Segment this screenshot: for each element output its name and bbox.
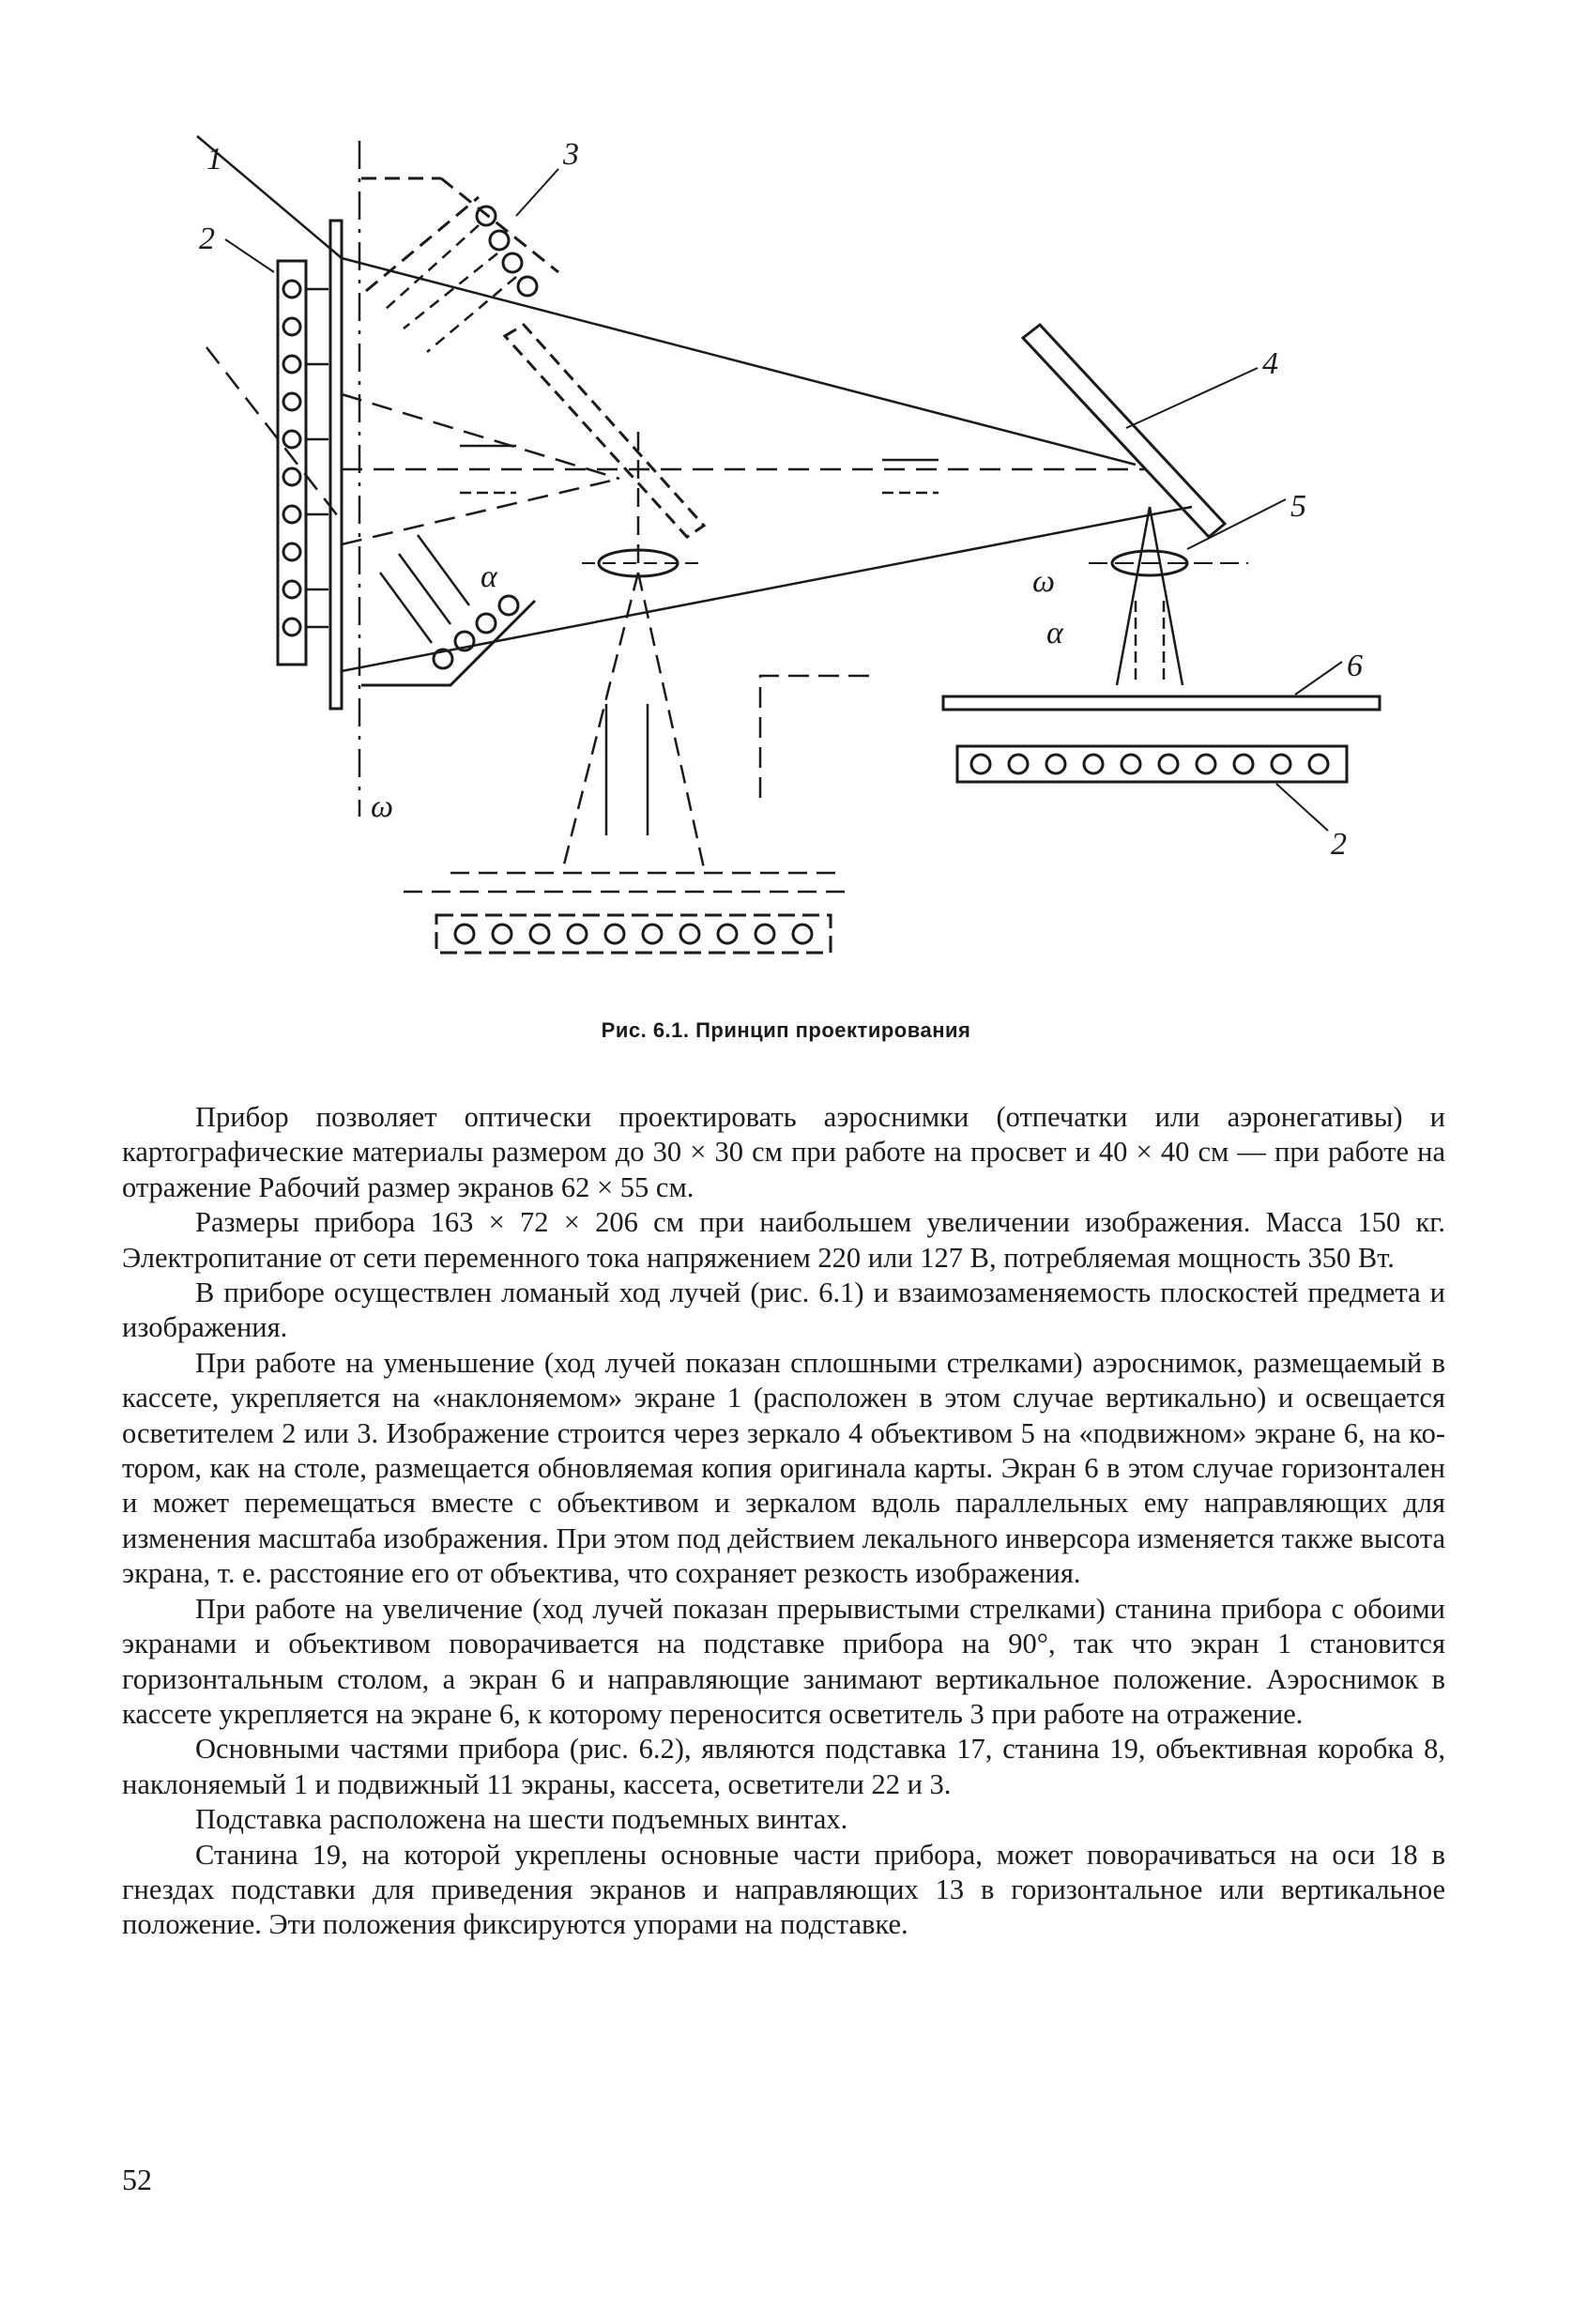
body-text [122,1100,1445,1943]
alpha-label-left: α [481,559,497,594]
rays-to-screen-6 [1117,507,1183,685]
illuminator-3-top [361,178,558,291]
paragraph: Прибор позволяет оптически проектировать аэроснимки (отпечатки или аэронегативы) и картографические материалы размером до 30 × 30 см при работе на просвет и 40 × 40 см — при работе на отражение Рабочий размер экранов 62 × 55 см. [122,1101,1445,1203]
omega-label-right: ω [1032,564,1056,599]
screen-6 [943,696,1380,710]
label-2-right: 2 [1331,827,1347,862]
projection-diagram [169,122,1408,986]
paragraph: При работе на уменьшение (ход лучей показан сплошными стрелками) аэроснимок, размещаемый в кассете, укрепляется на «наклоняемом» экране 1 (расположен в этом случае вертикально) и освещается осветителем 2 или 3. Изображение строится через зеркало 4 объективом 5 на «подвижном» экране 6, на котором, как на столе, размещается обновляемая копия оригинала карты. Экран 6 в этом случае горизонтален и может перемещаться вместе с объективом и зеркалом вдоль параллельных ему направляющих для изменения масштаба изображения. При этом под действием лекального инверсора изменяется также высота экрана, т. е. расстояние его от объектива, что сохраняет резкость изображения. [122,1346,1445,1590]
label-1-left: 1 [206,142,222,176]
label-5: 5 [1290,489,1306,524]
illuminator-2-right-lamps [971,755,1328,773]
paragraph: Размеры прибора 163 × 72 × 206 см при наибольшем увеличении изображения. Масса 150 кг. Электропитание от сети переменного тока напряжением 220 или 127 В, потребляемая мощность 350 Вт. [122,1206,1445,1274]
label-3: 3 [563,137,579,172]
projection-cone [404,432,845,892]
paragraph: Станина 19, на которой укреплены основные части прибора, может поворачиваться на оси 18 в гнездах подставки для приведения экранов и направляющих 13 в горизонтальное или вертикальное положение. Эти положения фиксируются упорами на подставке. [122,1838,1445,1941]
small-mirror [505,325,704,537]
center-arrows [606,704,648,835]
dashed-rays-illuminator-top [385,225,516,352]
mirror-4 [1023,325,1225,537]
solid-rays-illuminator-bottom [380,535,469,643]
label-2-left: 2 [199,222,215,256]
page-number: 52 [122,2163,152,2196]
paragraph: Подставка расположена на шести подъемных винтах. [195,1803,848,1836]
paragraph: В приборе осуществлен ломаный ход лучей (рис. 6.1) и взаимозаменяемость плоскостей предмета и изображения. [122,1277,1445,1344]
screen-1 [330,221,342,709]
illuminator-2-left [278,261,306,665]
alpha-label-right: α [1046,616,1063,650]
label-4: 4 [1262,346,1278,381]
bottom-illuminator-lamps [455,925,812,943]
figure-projection-principle [169,122,1408,986]
dashed-rays [206,347,1145,544]
paragraph: При работе на увеличение (ход лучей показан прерывистыми стрелками) станина прибора с обоими экранами и объективом поворачивается на подставке прибора на 90°, так что экран 1 становится горизонтальным столом, а экран 6 и направляющие занимают вертикальное положение. Аэроснимок в кассете укрепляется на экране 6, к которому переносится осветитель 3 при работе на отражение. [122,1592,1445,1730]
omega-label-bottom: ω [371,789,394,824]
label-6: 6 [1347,649,1363,683]
bottom-illuminator [436,915,831,953]
illuminator-3-top-lamps [477,206,537,296]
figure-caption: Рис. 6.1. Принцип проектирования [601,1018,971,1042]
transition-arrow [760,676,873,798]
illuminator-arrows [306,289,328,627]
illuminator-2-right [957,746,1347,782]
paragraph: Основными частями прибора (рис. 6.2), являются подставка 17, станина 19, объективная коробка 8, наклоняемый 1 и подвижный 11 экраны, кассета, осветители 22 и 3. [122,1733,1445,1800]
